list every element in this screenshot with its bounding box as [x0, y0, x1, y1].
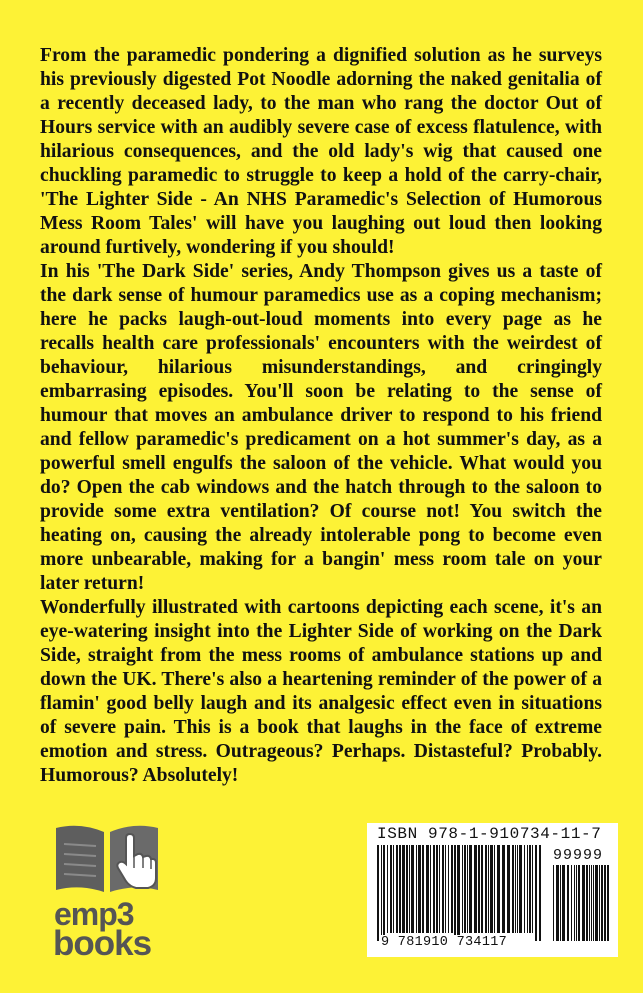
barcode-bar	[381, 845, 382, 941]
barcode-bar	[448, 845, 449, 933]
barcode-addon-bar	[553, 865, 554, 941]
barcode-bar	[481, 845, 483, 933]
barcode-bar	[457, 845, 460, 941]
barcode-bar	[474, 845, 477, 933]
blurb-paragraph-3: Wonderfully illustrated with cartoons depicting each scene, it's an eye-watering insight into the Lighter Side of working on the Dark Side, straight from the mess rooms of ambulance stations up and down the UK. There's also a heartening reminder of the power of a flamin' good belly laugh and its analgesic effect even in situations of severe pain. This is a book that laughs in the face of extreme emotion and stress. Outrageous? Perhaps. Distasteful? Probably. Humorous? Absolutely!	[40, 597, 602, 786]
barcode-bar	[462, 845, 463, 933]
barcode-bar	[527, 845, 528, 933]
barcode-addon-bar	[571, 865, 572, 941]
barcode-addon-bar	[601, 865, 603, 941]
barcode-bar	[445, 845, 446, 933]
barcode-bar	[529, 845, 531, 933]
isbn-label: ISBN 978-1-910734-11-7	[377, 825, 602, 843]
barcode-bar	[406, 845, 408, 933]
barcode-addon-bar	[576, 865, 577, 941]
barcode-bar	[422, 845, 424, 933]
logo-text-books: books	[53, 924, 152, 963]
barcode-addon-bar	[560, 865, 561, 941]
barcode-addon-bar	[586, 865, 588, 941]
barcode-addon-bar	[582, 865, 585, 941]
barcode-addon-bar	[562, 865, 565, 941]
barcode-bar	[433, 845, 435, 933]
barcode-bar	[418, 845, 421, 933]
barcode-addon-bar	[574, 865, 575, 941]
barcode-addon-bar	[589, 865, 590, 941]
open-book-with-pointing-hand-icon	[52, 820, 162, 900]
blurb-paragraph-1: From the paramedic pondering a dignified solution as he surveys his previously digested Pot Noodle adorning the naked genitalia of a recently deceased lady, to the man who rang the doctor Out of Hours service with an audibly severe case of excess flatulence, with hilarious consequences, and the old lady's wig that caused one chuckling paramedic to struggle to keep a hold of the carry-chair, 'The Lighter Side - An NHS Paramedic's Selection of Humorous Mess Room Tales' will have you laughing out loud then looking around furtively, wondering if you should!	[40, 45, 602, 258]
barcode-bar	[519, 845, 522, 933]
barcode-bar	[409, 845, 410, 933]
barcode-addon-bar	[567, 865, 569, 941]
barcode-addon-bar	[591, 865, 592, 941]
barcode-bar	[399, 845, 401, 933]
barcode-bar	[517, 845, 518, 933]
barcode-bar	[469, 845, 472, 933]
barcode-addon-digits: 99999	[553, 847, 604, 864]
barcode-bar	[451, 845, 453, 933]
barcode-addon-bar	[607, 865, 609, 941]
barcode-bar	[383, 845, 385, 941]
barcode-bar	[539, 845, 541, 941]
publisher-logo	[52, 820, 162, 963]
blurb-paragraph-2: In his 'The Dark Side' series, Andy Thompson gives us a taste of the dark sense of humour paramedics use as a coping mechanism; here he packs laugh-out-loud moments into every page as he recalls health care professionals' encounters with the weirdest of behaviour, hilarious misunderstandings, and cringingly embarrasing episodes. You'll soon be relating to the sense of humour that moves an ambulance driver to respond to his friend and fellow paramedic's predicament on a hot summer's day, as a powerful smell engulfs the saloon of the vehicle. What would you do? Open the cab windows and the hatch through to the saloon to provide some extra ventilation? Of course not! You switch the heating on, causing the already intolerable pong to become even more unbearable, making for a bangin' mess room tale on your later return!	[40, 261, 602, 594]
barcode-bar	[512, 845, 514, 933]
barcode-addon-bar	[593, 865, 594, 941]
back-cover-blurb	[40, 44, 602, 788]
barcode-bar	[377, 845, 379, 941]
barcode-bar	[524, 845, 525, 933]
barcode-bar	[411, 845, 414, 933]
barcode-addon-bar	[599, 865, 600, 941]
barcode-bar	[393, 845, 394, 933]
barcode-bar	[396, 845, 398, 933]
barcode-bar	[478, 845, 480, 933]
barcode-bar	[426, 845, 429, 933]
barcode-addon-bar	[595, 865, 598, 941]
barcode-bar	[490, 845, 493, 933]
barcode-bar	[454, 845, 456, 941]
barcode-addon-bar	[578, 865, 580, 941]
isbn-barcode	[367, 823, 618, 957]
barcode-ean-digits: 9 781910 734117	[381, 935, 508, 950]
barcode-bar	[507, 845, 510, 933]
barcode-bar	[494, 845, 495, 933]
barcode-addon-bar	[604, 865, 606, 941]
barcode-bar	[497, 845, 500, 933]
barcode-bar	[387, 845, 388, 933]
barcode-bar	[488, 845, 489, 933]
barcode-bar	[402, 845, 405, 933]
barcode-bar	[467, 845, 468, 933]
barcode-bar	[390, 845, 392, 933]
barcode-bar	[464, 845, 466, 933]
logo-text-emp3: emp3	[54, 896, 134, 932]
barcode-bar	[485, 845, 487, 933]
barcode-bar	[515, 845, 516, 933]
barcode-bar	[416, 845, 417, 933]
barcode-bar	[439, 845, 440, 933]
barcode-bar	[436, 845, 438, 933]
barcode-bar	[502, 845, 505, 933]
barcode-bar	[532, 845, 533, 933]
barcode-addon-bar	[556, 865, 559, 941]
barcode-bar	[442, 845, 444, 933]
barcode-bar	[535, 845, 537, 941]
barcode-bar	[430, 845, 431, 933]
